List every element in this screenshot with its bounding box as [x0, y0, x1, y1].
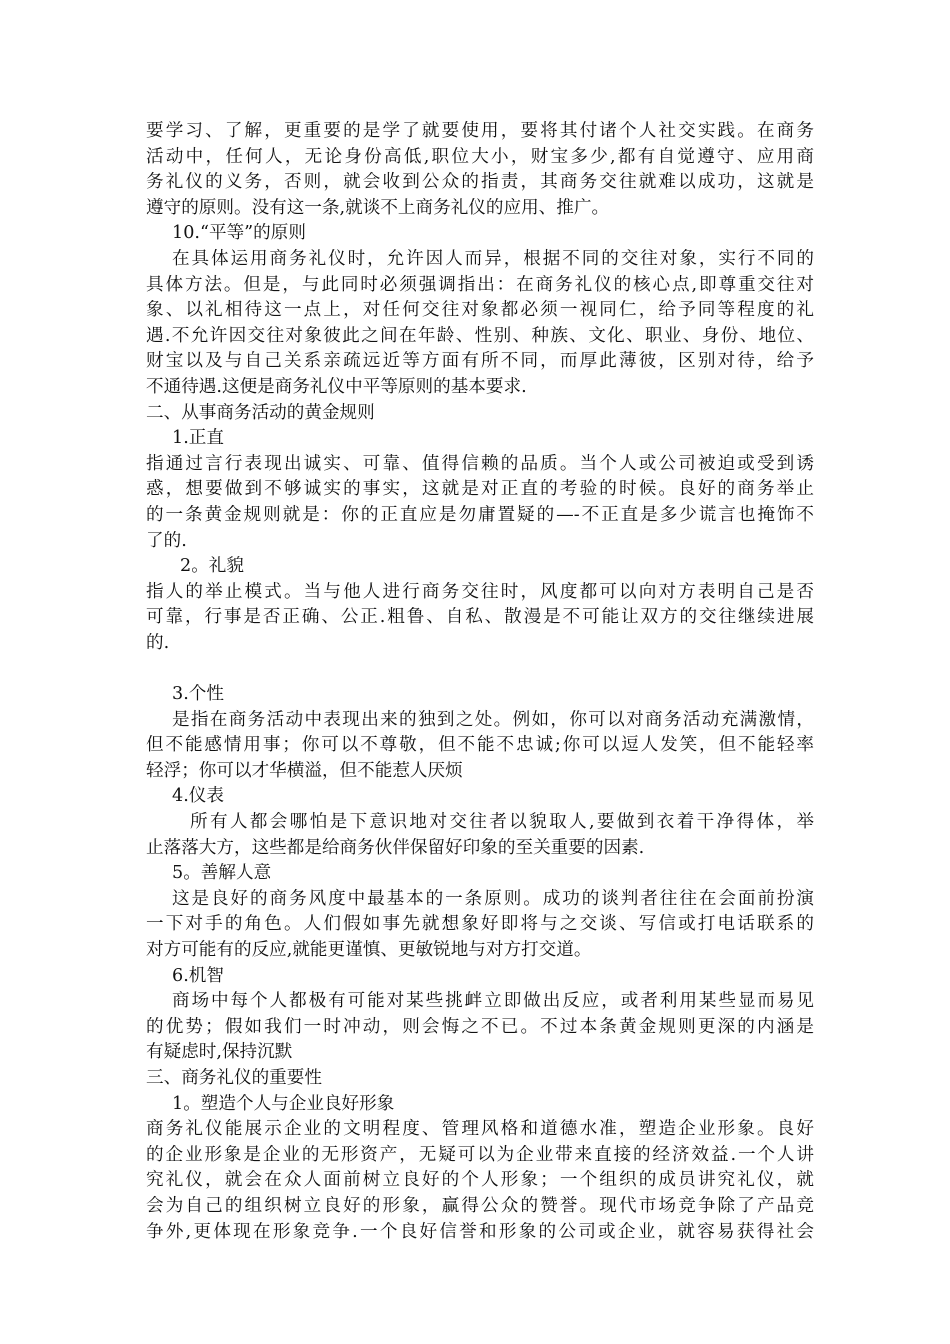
text-line: 要学习、了解，更重要的是学了就要使用，要将其付诸个人社交实践。在商务	[146, 121, 814, 141]
text-line: 1。塑造个人与企业良好形象	[172, 1093, 395, 1114]
text-line: 5。善解人意	[172, 863, 272, 884]
text-line: 的企业形象是企业的无形资产，无疑可以为企业带来直接的经济效益.一个人讲	[146, 1144, 814, 1165]
text-line: 会为自己的组织树立良好的形象，赢得公众的赞誉。现代市场竞争除了产品竞	[146, 1195, 814, 1216]
text-line: 在具体运用商务礼仪时，允许因人而异，根据不同的交往对象，实行不同的	[172, 248, 814, 269]
text-line: 遇.不允许因交往对象彼此之间在年龄、性别、种族、文化、职业、身份、地位、	[146, 325, 814, 346]
text-line: 所有人都会哪怕是下意识地对交往者以貌取人,要做到衣着干净得体，举	[190, 812, 814, 833]
text-line: 活动中，任何人，无论身份高低,职位大小，财宝多少,都有自觉遵守、应用商	[146, 146, 814, 167]
text-line: 惑，想要做到不够诚实的事实，这就是对正直的考验的时候。良好的商务举止	[146, 479, 814, 500]
text-line: 有疑虑时,保持沉默	[146, 1042, 293, 1063]
text-line: 了的.	[146, 530, 187, 551]
text-line: 究礼仪，就会在众人面前树立良好的个人形象；一个组织的成员讲究礼仪，就	[146, 1170, 814, 1191]
text-line: 指通过言行表现出诚实、可靠、值得信赖的品质。当个人或公司被迫或受到诱	[146, 453, 814, 474]
text-line: 财宝以及与自己关系亲疏远近等方面有所不同，而厚此薄彼，区别对待，给予	[146, 351, 814, 372]
text-line: 轻浮；你可以才华横溢，但不能惹人厌烦	[146, 760, 463, 781]
text-line: 争外,更体现在形象竞争.一个良好信誉和形象的公司或企业，就容易获得社会	[146, 1221, 814, 1242]
text-line: 一下对手的角色。人们假如事先就想象好即将与之交谈、写信或打电话联系的	[146, 914, 814, 935]
text-line: 指人的举止模式。当与他人进行商务交往时，风度都可以向对方表明自己是否	[146, 581, 814, 602]
text-line: 象、以礼相待这一点上，对任何交往对象都必须一视同仁，给予同等程度的礼	[146, 300, 814, 321]
text-line: 1.正直	[172, 428, 224, 449]
text-line: 商场中每个人都极有可能对某些挑衅立即做出反应，或者利用某些显而易见	[172, 991, 814, 1012]
text-line: 可靠，行事是否正确、公正.粗鲁、自私、散漫是不可能让双方的交往继续进展	[146, 607, 814, 628]
blank-line	[146, 656, 814, 682]
text-line: 二、从事商务活动的黄金规则	[146, 402, 375, 423]
text-line: 3.个性	[172, 684, 224, 705]
document-body	[146, 119, 814, 1245]
text-line: 10.“平等”的原则	[172, 223, 306, 244]
text-line: 三、商务礼仪的重要性	[146, 1067, 322, 1088]
text-line: 是指在商务活动中表现出来的独到之处。例如，你可以对商务活动充满激情，	[172, 709, 814, 730]
text-line: 的.	[146, 632, 170, 653]
text-line: 但不能感情用事；你可以不尊敬，但不能不忠诚;你可以逗人发笑，但不能轻率	[146, 735, 814, 756]
text-line: 2。礼貌	[180, 556, 244, 577]
text-line: 6.机智	[172, 965, 224, 986]
text-line: 这是良好的商务风度中最基本的一条原则。成功的谈判者往往在会面前扮演	[172, 888, 814, 909]
text-line: 务礼仪的义务，否则，就会收到公众的指责，其商务交往就难以成功，这就是	[146, 172, 814, 193]
text-line: 的一条黄金规则就是：你的正直应是勿庸置疑的—-不正直是多少谎言也掩饰不	[146, 504, 814, 525]
text-line: 遵守的原则。没有这一条,就谈不上商务礼仪的应用、推广。	[146, 197, 610, 218]
text-line: 止落落大方，这些都是给商务伙伴保留好印象的至关重要的因素.	[146, 837, 645, 858]
text-line: 的优势；假如我们一时冲动，则会悔之不已。不过本条黄金规则更深的内涵是	[146, 1016, 814, 1037]
text-line: 商务礼仪能展示企业的文明程度、管理风格和道德水准，塑造企业形象。良好	[146, 1119, 814, 1140]
text-line: 4.仪表	[172, 786, 224, 807]
text-line: 不通待遇.这便是商务礼仪中平等原则的基本要求.	[146, 376, 527, 397]
text-line: 具体方法。但是，与此同时必须强调指出：在商务礼仪的核心点,即尊重交往对	[146, 274, 814, 295]
text-line: 对方可能有的反应,就能更谨慎、更敏锐地与对方打交道。	[146, 940, 592, 960]
